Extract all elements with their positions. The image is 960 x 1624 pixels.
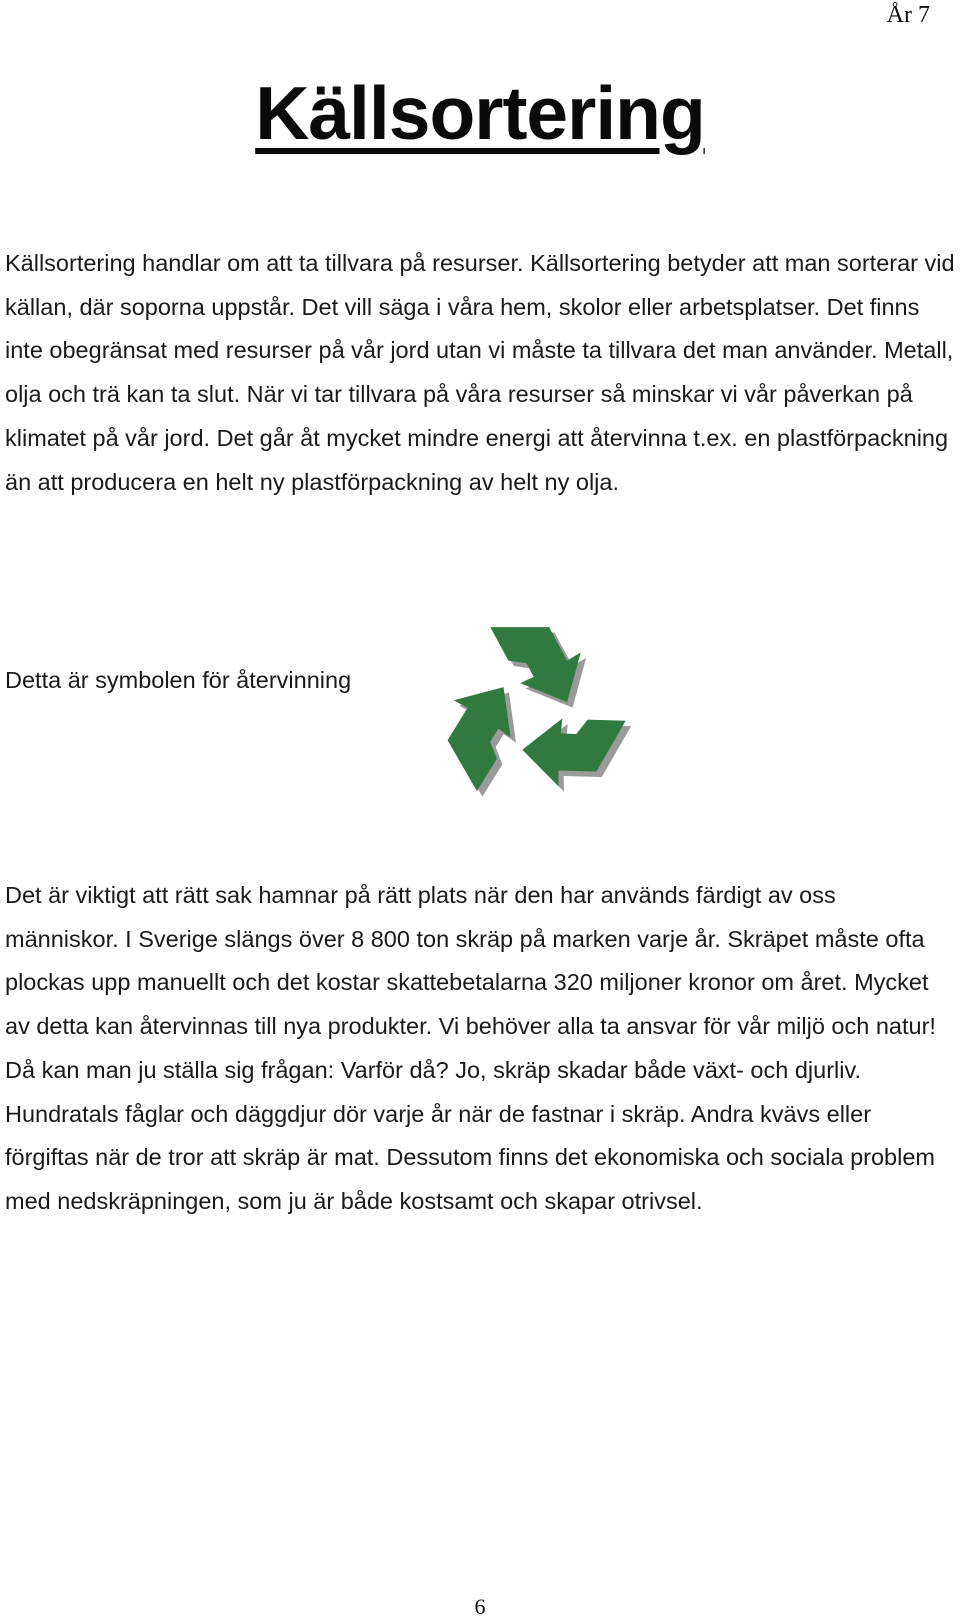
symbol-caption: Detta är symbolen för återvinning bbox=[5, 667, 352, 693]
page-title: Källsortering bbox=[255, 71, 705, 155]
body-paragraph: Det är viktigt att rätt sak hamnar på rätt plats när den har används färdigt av oss människor. I Sverige slängs över 8 800 ton skräp på marken varje år. Skräpet måste ofta plockas upp manuellt och det kostar skattebetalarna 320 miljoner kronor om året. Mycket av detta kan återvinnas till nya produkter. Vi behöver alla ta ansvar för vår miljö och natur! Då kan man ju ställa sig frågan: Varför då? Jo, skräp skadar både växt- och djurliv. Hundratals fåglar och däggdjur dör varje år när de fastnar i skräp. Andra kvävs eller förgiftas när de tror att skräp är mat. Dessutom finns det ekonomiska och sociala problem med nedskräpningen, som ju är både kostsamt och skapar otrivsel. bbox=[5, 882, 936, 1214]
page-number: 6 bbox=[474, 1594, 486, 1619]
recycle-icon bbox=[400, 600, 662, 826]
header-label: År 7 bbox=[886, 2, 930, 28]
intro-paragraph: Källsortering handlar om att ta tillvara på resurser. Källsortering betyder att man sorterar vid källan, där soporna uppstår. Det vill säga i våra hem, skolor eller arbetsplatser. Det finns inte obegränsat med resurser på vår jord utan vi måste ta tillvara det man använder. Metall, olja och trä kan ta slut. När vi tar tillvara på våra resurser så minskar vi vår påverkan på klimatet på vår jord. Det går åt mycket mindre energi att återvinna t.ex. en plastförpackning än att producera en helt ny plastförpackning av helt ny olja. bbox=[5, 250, 955, 495]
